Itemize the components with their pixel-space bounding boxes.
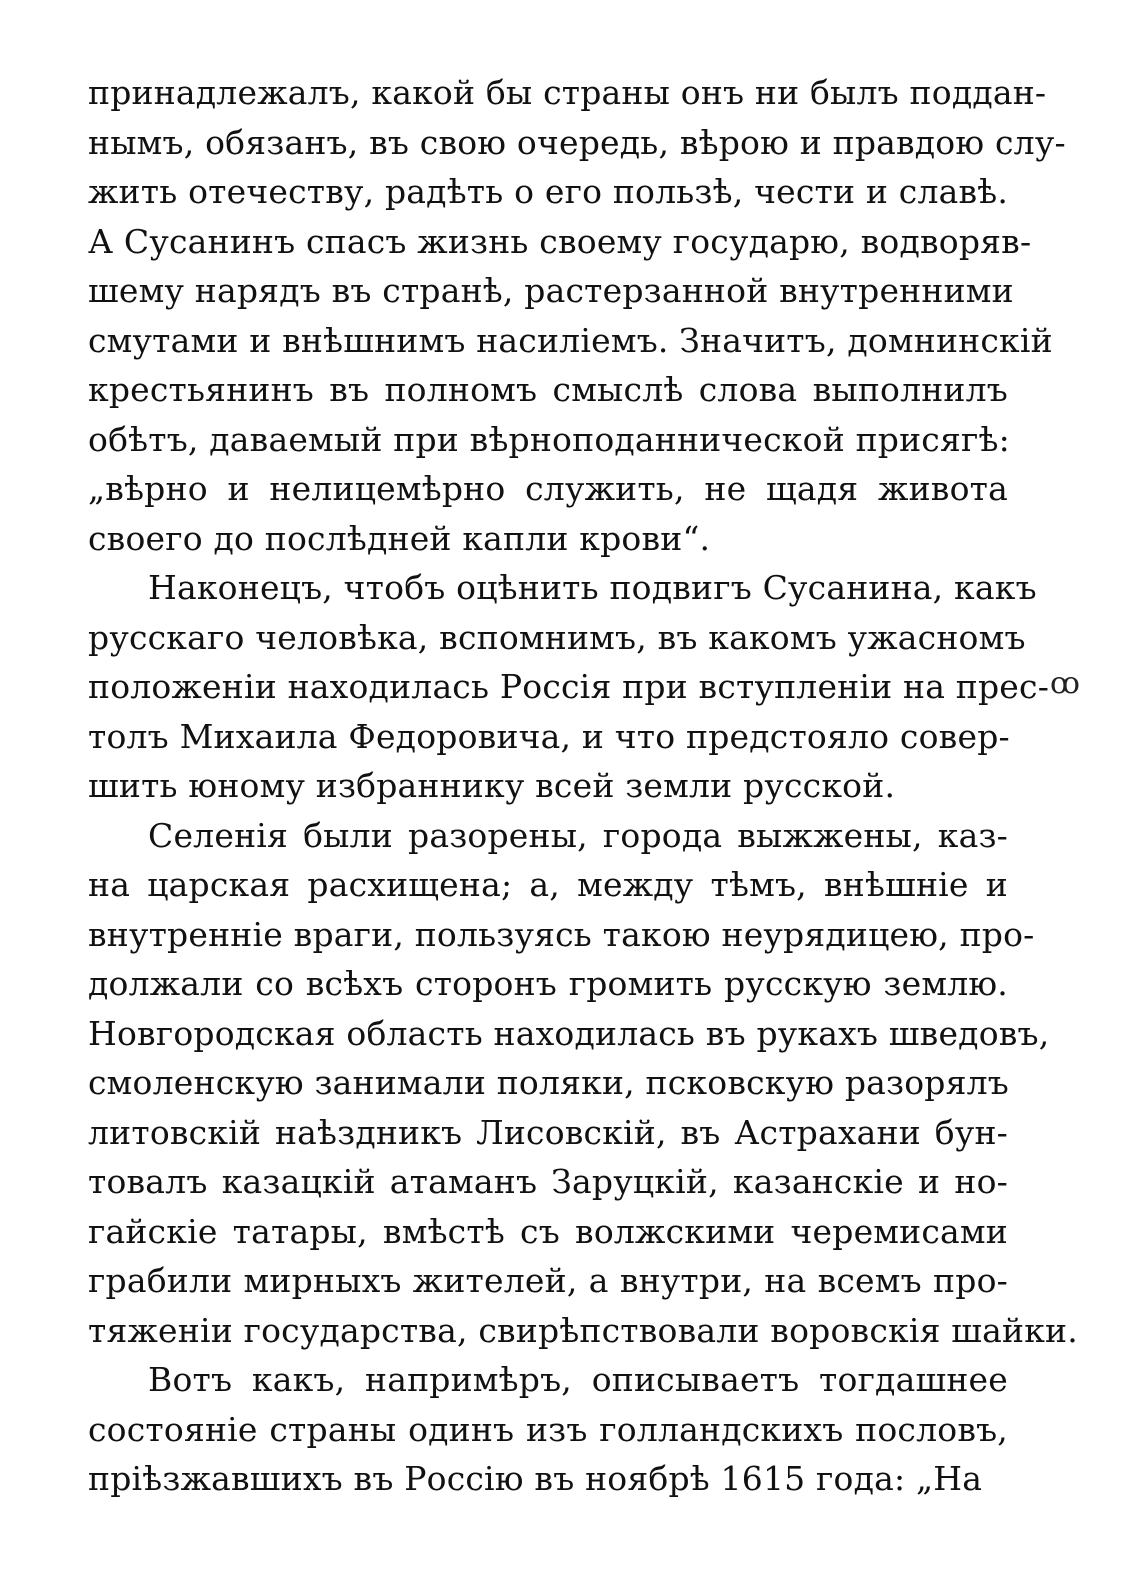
text-line: принадлежалъ, какой бы страны онъ ни былъ поддан-	[88, 73, 1047, 112]
text-line: нымъ, обязанъ, въ свою очередь, вѣрою и правдою слу-	[88, 122, 1066, 162]
text-line: гайскіе татары, вмѣстѣ съ волжскими черемисами	[88, 1211, 1008, 1251]
paragraph	[88, 811, 1078, 1356]
text-line: внутренніе враги, пользуясь такою неурядицею, про-	[88, 914, 1035, 954]
paragraph	[88, 1355, 1008, 1504]
text-line: толъ Михаила Федоровича, и что предстояло совер-	[88, 716, 1010, 756]
text-line: „вѣрно и нелицемѣрно служить, не щадя живота	[88, 469, 1008, 508]
text-line: шему нарядъ въ странѣ, растерзанной внутренними	[88, 271, 1014, 310]
text-line: пріѣзжавшихъ въ Россію въ ноябрѣ 1615 года: „На	[88, 1459, 983, 1498]
text-line: своего до послѣдней капли крови“.	[88, 518, 711, 558]
text-line: товалъ казацкій атаманъ Заруцкій, казанскіе и но-	[88, 1162, 1008, 1201]
text-line: должали со всѣхъ сторонъ громить русскую землю.	[88, 964, 1008, 1003]
paragraph	[88, 563, 1050, 811]
paragraph	[88, 68, 1066, 563]
text-line: Вотъ какъ, напримѣръ, описываетъ тогдашнее	[148, 1360, 1008, 1399]
text-line: Новгородская область находилась въ рукахъ шведовъ,	[88, 1013, 1050, 1053]
text-line: грабили мирныхъ жителей, а внутри, на всемъ про-	[88, 1261, 1008, 1300]
text-line: на царская расхищена; а, между тѣмъ, внѣшніе и	[88, 865, 1008, 904]
margin-mark: ꝏ	[1050, 666, 1074, 701]
text-line: А Сусанинъ спасъ жизнь своему государю, водворяв-	[88, 221, 1032, 261]
text-line: литовскій наѣздникъ Лисовскій, въ Астрахани бун-	[88, 1112, 1008, 1152]
text-line: положеніи находилась Россія при вступленіи на прес-	[88, 667, 1050, 706]
text-line: обѣтъ, даваемый при вѣрноподаннической присягѣ:	[88, 419, 1010, 459]
text-line: тяженіи государства, свирѣпствовали воровскія шайки.	[88, 1310, 1078, 1350]
text-line: жить отечеству, радѣть о его пользѣ, чести и славѣ.	[88, 172, 1009, 211]
text-line: Наконецъ, чтобъ оцѣнить подвигъ Сусанина, какъ	[148, 568, 1037, 607]
text-line: крестьянинъ въ полномъ смыслѣ слова выполнилъ	[88, 370, 1008, 409]
page-text	[88, 68, 1078, 1504]
text-line: шить юному избраннику всей земли русской.	[88, 766, 896, 805]
text-line: смутами и внѣшнимъ насиліемъ. Значитъ, домнинскій	[88, 320, 1053, 360]
text-line: Селенія были разорены, города выжжены, каз-	[148, 815, 1008, 855]
text-line: русскаго человѣка, вспомнимъ, въ какомъ ужасномъ	[88, 617, 1026, 657]
text-line: состояніе страны одинъ изъ голландскихъ пословъ,	[88, 1409, 1008, 1449]
text-line: смоленскую занимали поляки, псковскую разорялъ	[88, 1063, 1010, 1102]
